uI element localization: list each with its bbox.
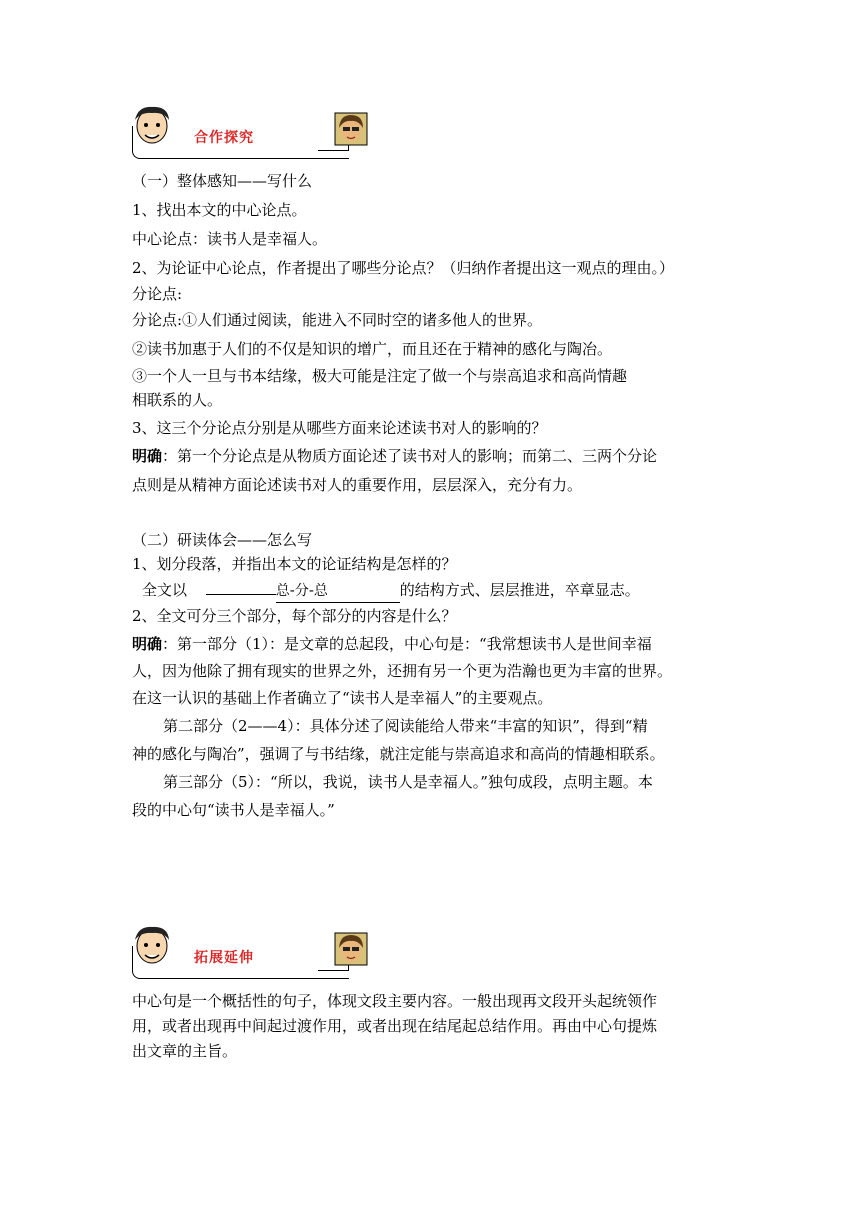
answer-2-2-line-3: 在这一认识的基础上作者确立了“读书人是幸福人”的主要观点。 — [132, 689, 553, 707]
answer-3-line-2: 点则是从精神方面论述读书对人的重要作用，层层深入，充分有力。 — [132, 476, 583, 494]
answer-label: 明确 — [132, 447, 163, 465]
question-2-2: 2、全文可分三个部分，每个部分的内容是什么？ — [132, 607, 457, 625]
extension-line-1: 中心句是一个概括性的句子，体现文段主要内容。一般出现再文段开头起统领作 — [132, 992, 658, 1010]
part-3-line-1: 第三部分（5）：“所以，我说，读书人是幸福人。”独句成段，点明主题。本 — [163, 773, 653, 791]
question-2-1: 1、划分段落，并指出本文的论证结构是怎样的？ — [132, 555, 457, 573]
boy-avatar-icon — [128, 924, 176, 968]
answer-prefix: 全文以 — [142, 581, 188, 599]
question-2: 2、为论证中心论点，作者提出了哪些分论点？（归纳作者提出这一观点的理由。） — [132, 259, 675, 277]
section-title-2: 拓展延伸 — [194, 950, 254, 966]
girl-avatar-icon — [334, 112, 368, 146]
extension-line-2: 用，或者出现再中间起过渡作用，或者出现在结尾起总结作用。再由中心句提炼 — [132, 1017, 658, 1035]
question-1: 1、找出本文的中心论点。 — [132, 201, 307, 219]
fill-in-blank: 总-分-总 — [276, 580, 400, 603]
answer-label-2: 明确 — [132, 635, 163, 653]
sub-argument-2: ②读书加惠于人们的不仅是知识的增广，而且还在于精神的感化与陶冶。 — [132, 340, 613, 358]
question-3: 3、这三个分论点分别是从哪些方面来论述读书对人的影响的？ — [132, 419, 547, 437]
section-banner-cooperative — [128, 104, 368, 164]
answer-suffix: 的结构方式、层层推进，卒章显志。 — [399, 581, 640, 599]
girl-avatar-icon — [334, 932, 368, 966]
part-2-line-2: 神的感化与陶冶”，强调了与书结缘，就注定能与崇高追求和高尚的情趣相联系。 — [132, 745, 665, 763]
sub-argument-3-cont: 相联系的人。 — [132, 391, 223, 409]
part-2-line-1: 第二部分（2——4）：具体分述了阅读能给人带来“丰富的知识”，得到“精 — [163, 717, 648, 735]
sub-argument-1: 分论点:①人们通过阅读，能进入不同时空的诸多他人的世界。 — [132, 311, 543, 329]
boy-avatar-icon — [128, 104, 176, 148]
section-subtitle-2: （二）研读体会——怎么写 — [132, 531, 313, 549]
answer-2-1 — [142, 579, 640, 603]
section-subtitle: （一）整体感知——写什么 — [132, 172, 313, 190]
answer-2-2-line-2: 人，因为他除了拥有现实的世界之外，还拥有另一个更为浩瀚也更为丰富的世界。 — [132, 662, 673, 680]
part-3-line-2: 段的中心句“读书人是幸福人。” — [132, 801, 335, 819]
answer-1: 中心论点：读书人是幸福人。 — [132, 230, 328, 248]
section-banner-extension — [128, 924, 368, 984]
answer-2-2-line-1 — [132, 633, 652, 655]
sub-argument-3: ③一个人一旦与书本结缘，极大可能是注定了做一个与崇高追求和高尚情趣 — [132, 367, 628, 385]
answer-2-2-text: ：第一部分（1）：是文章的总起段，中心句是：“我常想读书人是世间幸福 — [162, 635, 652, 653]
answer-3-line-1 — [132, 445, 657, 467]
section-title: 合作探究 — [194, 130, 254, 146]
extension-line-3: 出文章的主旨。 — [132, 1042, 238, 1060]
answer-3-text: ：第一个分论点是从物质方面论述了读书对人的影响；而第二、三两个分论 — [162, 447, 658, 465]
answer-2-label: 分论点: — [132, 285, 183, 303]
